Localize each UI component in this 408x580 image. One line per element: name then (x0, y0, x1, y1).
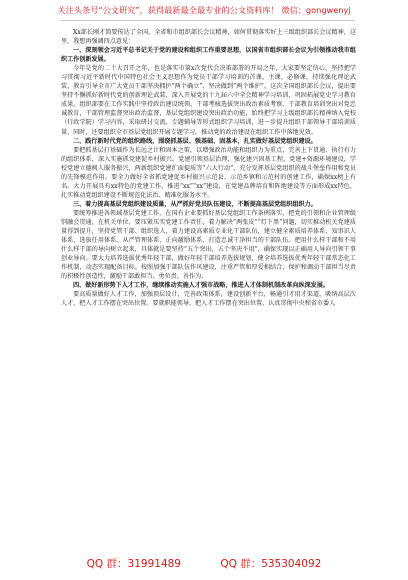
document-body (61, 28, 356, 308)
top-banner: 关注头条号“公文研究”，获得最新最全最专业的公文资料库！ 微信：gongwenyj (57, 5, 351, 15)
section-heading-3: 三、着力提高基层党组织建设质量，从严抓好党员队伍建设，不断提高基层党组织组织力。 (73, 200, 317, 208)
footer-qq-group-2: QQ 群：535304092 (220, 558, 322, 570)
paragraph-section-1: 今年是党的二十大召开之年，也是落实市第x次党代会决策部署的开局之年，大家要坚定信心，坚持把学习贯彻习近平新时代中国特色社会主义思想作为党员干部学习培训的首课、主课、必修课，持续强化理论武装，教育引导全市广大党员干部坚决拥护“两个确立”、坚决做到“两个维护”。这次全国组织部长会议，提出要坚持不懈抓好新时代党的创新理论武装，深入开展党的十九届六中全会精神学习培训，巩固拓展党史学习教育成果。组织部要在工作实践中坚持政治建设统领，干部考核选拔突出政治素质考察，干部教育培训突出对党忠诚教育，干部管理监督突出政治监督，基层党组织建设突出政治功能，始终把学习上级组织部长精神纳入党校（行政学院）学习内容，采取研讨交流、专题辅导等形式组织学习培训，进一步提升组织干部领导干部培训质量，同时，还要组织全市基层党组织开展专题学习，推动党的政治建设在组织工作中落地见效。 (61, 65, 356, 136)
section-heading-4: 四、做好新形势下人才工作，继续推动实施人才强市战略，推进人才体制机制改革向纵深发展。 (73, 282, 329, 290)
section-heading-1: 一、深刻领会习近平总书记关于党的建设和组织工作重要思想，以国省市组织部长会议为引领推动我市组织工作创新发展。 (61, 47, 356, 64)
paragraph-section-3: 要统筹推进各领域基层党建工作，在国有企业要抓好基层党组织工作条例落实，把党的引领和企业管理级别融会贯通，在机关单位，要压紧压实党建工作责任，着力解决“两张皮”“灯下黑”问题，切实推动机关党建质量得到提升，坚持党管干部、组织选人，着力建设高素质专业化干部队伍，建立健全素质培养体系、知事识人体系、选拔任用体系、从严管理体系、正向激励体系，打造忠诚干净担当的干部队伍。把用什么样干部和不用什么样干部的导向树立起来，具体就是要坚持“五个突出，五个坚决不用”，确保实现以正确用人导向引领干事创业导向。要大力培养选拔优秀年轻干部，做好年轻干部培养选拔规划，健全培养选拔优秀年轻干部常态化工作机制，动态实现配备目标。按照加强干部队伍作风建设，注重严管和厚爱相结合，保护和调动干部担当尽责的积极性创造性，激励干部敢担当、勇负责、善作为。 (61, 209, 356, 281)
header-divider (60, 20, 355, 21)
footer-contact (0, 552, 408, 576)
paragraph-section-4: 要高质量做好人才工作，加强顶层设计，完善政策体系，建设创新平台，畅通引才用才渠道，吸纳高层次人才，把人才工作摆在突出位置。要就职能领导，把人才工作摆在突出位置，认真贯彻中央和省市委人 (61, 291, 356, 308)
footer-qq-group-1: QQ 群：31991489 (86, 558, 181, 570)
section-heading-2: 二、践行新时代党的组织路线，围绕抓基层、强基础、固基本，扎实做好基层党组织建设。 (73, 137, 317, 145)
paragraph-section-2: 要把抓基层打基础作为长远之计和固本之策，以增强政治功能和组织力为重点，完善上下贯通、执行有力的组织体系，深入实施抓党建促乡村振兴、党建引领基层治理、强化建兴固基工程，党建+资源环境建设，学校党建立德树人服务振兴，两新组织党建扩面提质等“六大行动”，充分发挥基层党组织的战斗堡垒作用和党员的先锋模范作用。要全力做好全省抓党建促乡村振兴示范县、示范乡镇和示范村的创建工作，确保xx榜上有名。大力开展具有xx特色的党建工作，推进“xx”“xx”建设，在党建品牌培育和阵地建设等方面形成xx特色，扎实推动党组织建设不断规范化法治、精准化服务水平。 (61, 146, 356, 199)
paragraph-intro: Xx部长刚才简要传达了全国、全省和市组织部长会议精神，如何贯彻落实好上三级组织部长会议精神，这里，我想再强调四点意见： (61, 29, 356, 46)
